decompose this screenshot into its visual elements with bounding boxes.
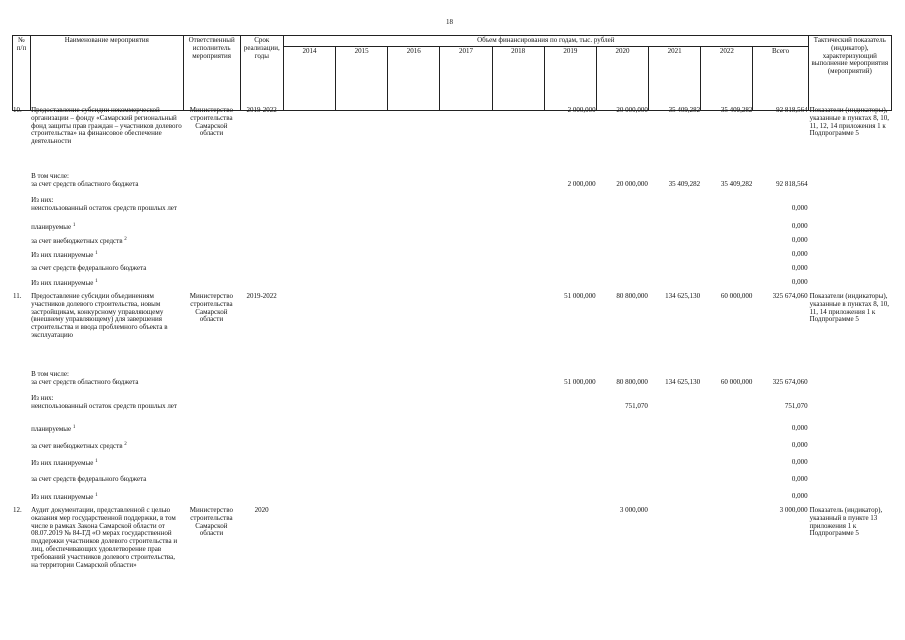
year-value <box>440 293 492 371</box>
table-subrow <box>12 279 892 293</box>
row-name-text: В том числе: за счет средств областного бюджета <box>31 370 139 386</box>
row-responsible: Министерство строительства Самарской области <box>189 292 233 324</box>
year-value <box>440 173 492 197</box>
year-value <box>649 459 701 476</box>
total-value: 751,070 <box>784 402 808 410</box>
row-number-empty <box>12 265 30 279</box>
year-value <box>492 223 544 237</box>
year-value <box>701 197 753 223</box>
page-number: 18 <box>446 18 453 26</box>
row-name-text: планируемые <box>31 425 72 433</box>
year-value <box>283 173 335 197</box>
year-header: 2016 <box>388 46 440 110</box>
year-value <box>335 251 387 265</box>
row-term: 2019-2022 <box>246 292 277 300</box>
year-value <box>283 279 335 293</box>
year-value <box>335 107 387 173</box>
year-value: 134 625,130 <box>665 292 701 300</box>
year-value <box>283 371 335 395</box>
year-value <box>335 223 387 237</box>
year-value <box>597 251 649 265</box>
year-value: 751,070 <box>625 402 648 410</box>
year-value <box>388 173 440 197</box>
year-value <box>701 279 753 293</box>
year-header: 2014 <box>283 46 335 110</box>
year-value <box>440 442 492 459</box>
year-value <box>597 442 649 459</box>
year-value <box>335 265 387 279</box>
row-name <box>30 251 283 265</box>
year-value <box>440 223 492 237</box>
year-value <box>283 493 335 507</box>
table-row <box>12 107 892 173</box>
year-value <box>597 197 649 223</box>
row-number: 11. <box>13 292 22 300</box>
year-value <box>440 237 492 251</box>
year-value <box>649 425 701 442</box>
row-name-text: Из них: неиспользованный остаток средств прошлых лет <box>31 394 177 410</box>
row-name <box>30 476 283 493</box>
year-value <box>388 279 440 293</box>
footnote-mark: 1 <box>95 279 98 284</box>
row-indicator <box>809 371 892 395</box>
year-value <box>649 507 701 607</box>
year-value: 2 000,000 <box>567 180 596 188</box>
year-value <box>649 476 701 493</box>
table-subrow <box>12 223 892 237</box>
table-subrow <box>12 173 892 197</box>
year-value <box>544 507 596 607</box>
footnote-mark: 1 <box>95 459 98 464</box>
year-value <box>283 442 335 459</box>
year-value <box>440 279 492 293</box>
total-value: 92 818,564 <box>776 180 808 188</box>
year-value <box>544 197 596 223</box>
year-value <box>649 493 701 507</box>
row-name <box>30 223 283 237</box>
row-indicator <box>809 251 892 265</box>
year-value <box>492 371 544 395</box>
col-term-header: Срок реализации, годы <box>240 36 283 111</box>
total-value: 0,000 <box>791 236 808 244</box>
year-value <box>388 395 440 425</box>
row-name <box>30 371 283 395</box>
year-value <box>388 265 440 279</box>
row-number-empty <box>12 197 30 223</box>
year-value: 60 000,000 <box>720 292 753 300</box>
table-subrow <box>12 371 892 395</box>
row-name <box>30 425 283 442</box>
year-value: 35 409,282 <box>668 106 701 114</box>
row-number: 10. <box>13 106 22 114</box>
year-value <box>597 493 649 507</box>
year-value <box>440 507 492 607</box>
year-value <box>597 265 649 279</box>
row-number-empty <box>12 493 30 507</box>
year-value <box>388 442 440 459</box>
row-indicator <box>809 459 892 476</box>
total-value: 0,000 <box>791 458 808 466</box>
year-header: 2021 <box>649 46 701 110</box>
year-value <box>492 173 544 197</box>
year-value <box>388 425 440 442</box>
year-value <box>335 493 387 507</box>
year-value <box>335 197 387 223</box>
row-number-empty <box>12 442 30 459</box>
year-value <box>335 173 387 197</box>
table-row <box>12 293 892 371</box>
year-value <box>388 251 440 265</box>
year-value <box>544 265 596 279</box>
year-value <box>388 507 440 607</box>
year-value <box>492 425 544 442</box>
row-name-text: Из них планируемые <box>31 493 94 501</box>
year-value <box>649 279 701 293</box>
row-name <box>30 459 283 476</box>
year-value <box>440 371 492 395</box>
year-value <box>335 442 387 459</box>
row-name <box>30 293 183 371</box>
table-subrow <box>12 493 892 507</box>
year-value <box>440 425 492 442</box>
year-value: 3 000,000 <box>619 506 648 514</box>
year-value <box>388 197 440 223</box>
year-value <box>701 459 753 476</box>
row-name-text: Предоставление субсидии объединениям участников долевого строительства, новым застройщикам, конкурсному управляющему (внешнему управляющему) для завершения строительства и ввода проблемного объекта в эксплуатацию <box>31 292 168 340</box>
year-value: 80 800,000 <box>616 292 648 300</box>
col-name-header: Наименование мероприятия <box>31 36 184 111</box>
row-indicator <box>809 197 892 223</box>
year-value <box>440 476 492 493</box>
year-value <box>335 476 387 493</box>
footnote-mark: 1 <box>95 493 98 498</box>
year-value: 35 409,282 <box>668 180 701 188</box>
year-value: 20 000,000 <box>616 106 648 114</box>
year-value <box>440 251 492 265</box>
year-value <box>492 507 544 607</box>
row-name <box>30 442 283 459</box>
col-responsible-header: Ответственный исполнитель мероприятия <box>183 36 240 111</box>
year-header: 2022 <box>701 46 753 110</box>
row-name <box>30 395 283 425</box>
total-value: 0,000 <box>791 475 808 483</box>
year-header: 2019 <box>544 46 596 110</box>
table-subrow <box>12 237 892 251</box>
row-name <box>30 507 183 607</box>
col-volume-header: Объем финансирования по годам, тыс. рублей <box>283 36 808 47</box>
year-value <box>335 395 387 425</box>
total-value: 0,000 <box>791 250 808 258</box>
row-name <box>30 265 283 279</box>
year-value <box>701 395 753 425</box>
year-value <box>544 442 596 459</box>
year-value <box>335 425 387 442</box>
year-value <box>701 265 753 279</box>
year-value <box>283 265 335 279</box>
total-value: 0,000 <box>791 264 808 272</box>
row-indicator: Показатели (индикаторы), указанные в пунктах 8, 10, 11, 14 приложения 1 к Подпрограмме 5 <box>809 292 889 324</box>
footnote-mark: 2 <box>124 237 127 242</box>
footnote-mark: 1 <box>95 251 98 256</box>
footnote-mark: 1 <box>72 223 76 228</box>
row-name-text: Из них планируемые <box>31 459 94 467</box>
row-name-text: Предоставление субсидии некоммерческой организации – фонду «Самарский региональный фонд защиты прав граждан – участников долевого строительства» на финансовое обеспечение деятельности <box>31 106 182 146</box>
year-value <box>492 197 544 223</box>
year-value <box>597 459 649 476</box>
row-number-empty <box>12 223 30 237</box>
year-value: 60 000,000 <box>720 378 753 386</box>
year-value <box>440 107 492 173</box>
row-indicator <box>809 173 892 197</box>
row-name-text: Аудит документации, представленной с целью оказания мер государственной поддержки, в том числе в рамках Закона Самарской области от 08.07.2019 № 84-ГД «О мерах государственной поддержки участников долевого строительства и лиц, обеспечивающих удовлетворение прав требований участников долевого строительства, на территории Самарской области» <box>31 506 178 569</box>
year-value <box>283 107 335 173</box>
year-value: 35 409,282 <box>720 106 753 114</box>
row-term: 2020 <box>254 506 269 514</box>
year-value <box>544 223 596 237</box>
year-value <box>649 237 701 251</box>
row-indicator <box>809 425 892 442</box>
row-indicator <box>809 265 892 279</box>
row-indicator: Показатель (индикатор), указанный в пункте 13 приложения 1 к Подпрограмме 5 <box>809 506 883 538</box>
year-value <box>440 395 492 425</box>
footnote-mark: 2 <box>124 442 127 447</box>
year-value <box>544 279 596 293</box>
year-value <box>440 493 492 507</box>
year-value <box>335 279 387 293</box>
row-indicator <box>809 223 892 237</box>
total-value: 0,000 <box>791 204 808 212</box>
row-term: 2019-2022 <box>246 106 277 114</box>
year-value <box>544 395 596 425</box>
finance-table-header <box>12 35 892 111</box>
year-value <box>440 265 492 279</box>
year-value <box>649 197 701 223</box>
year-value <box>544 237 596 251</box>
row-number-empty <box>12 237 30 251</box>
year-value <box>492 493 544 507</box>
year-value <box>649 442 701 459</box>
year-value: 35 409,282 <box>720 180 753 188</box>
year-value <box>388 476 440 493</box>
year-value <box>701 251 753 265</box>
row-name-text: за счет средств федерального бюджета <box>31 475 147 483</box>
row-name-text: за счет средств федерального бюджета <box>31 264 147 272</box>
row-indicator: Показатели (индикаторы), указанные в пунктах 8, 10, 11, 12, 14 приложения 1 к Подпрограмме 5 <box>809 106 889 138</box>
year-value <box>492 395 544 425</box>
year-value <box>388 293 440 371</box>
row-number: 12. <box>13 506 22 514</box>
table-subrow <box>12 265 892 279</box>
year-value <box>701 507 753 607</box>
row-indicator <box>809 442 892 459</box>
year-value <box>649 395 701 425</box>
year-value <box>335 507 387 607</box>
year-value <box>492 442 544 459</box>
year-value: 80 800,000 <box>616 378 648 386</box>
year-value: 134 625,130 <box>665 378 701 386</box>
row-name <box>30 107 183 173</box>
year-value <box>283 293 335 371</box>
row-number-empty <box>12 395 30 425</box>
year-value <box>649 265 701 279</box>
row-name <box>30 493 283 507</box>
row-indicator <box>809 493 892 507</box>
row-indicator <box>809 476 892 493</box>
table-subrow <box>12 442 892 459</box>
year-value <box>492 251 544 265</box>
row-name <box>30 173 283 197</box>
row-indicator <box>809 279 892 293</box>
row-indicator <box>809 237 892 251</box>
year-value <box>492 107 544 173</box>
col-indicator-header: Тактический показатель (индикатор), характеризующий выполнение мероприятия (мероприятий) <box>808 36 891 111</box>
year-value <box>283 395 335 425</box>
year-value: 20 000,000 <box>616 180 648 188</box>
row-name-text: за счет внебюджетных средств <box>31 442 123 450</box>
row-name <box>30 279 283 293</box>
year-value <box>701 493 753 507</box>
year-value <box>492 265 544 279</box>
year-value <box>597 476 649 493</box>
year-value <box>388 237 440 251</box>
row-number-empty <box>12 425 30 442</box>
row-name-text: планируемые <box>31 223 72 231</box>
year-header: 2015 <box>336 46 388 110</box>
year-header: 2020 <box>596 46 648 110</box>
row-name-text: за счет внебюджетных средств <box>31 237 123 245</box>
year-value <box>335 237 387 251</box>
row-name <box>30 197 283 223</box>
row-responsible: Министерство строительства Самарской области <box>189 106 233 138</box>
year-value <box>335 371 387 395</box>
row-number-empty <box>12 251 30 265</box>
year-value <box>544 493 596 507</box>
total-value: 3 000,000 <box>779 506 808 514</box>
total-value: 325 674,060 <box>772 292 808 300</box>
year-value: 51 000,000 <box>564 378 596 386</box>
table-subrow <box>12 197 892 223</box>
total-value: 325 674,060 <box>772 378 808 386</box>
year-value <box>649 251 701 265</box>
year-value <box>283 425 335 442</box>
row-name-text: Из них планируемые <box>31 251 94 259</box>
year-value <box>701 442 753 459</box>
year-value <box>283 459 335 476</box>
year-value <box>701 425 753 442</box>
year-value <box>544 251 596 265</box>
row-responsible: Министерство строительства Самарской области <box>189 506 233 538</box>
total-value: 0,000 <box>791 492 808 500</box>
year-value <box>649 223 701 237</box>
year-header: 2018 <box>492 46 544 110</box>
total-header: Всего <box>753 46 808 110</box>
table-row <box>12 507 892 607</box>
footnote-mark: 1 <box>72 425 76 430</box>
total-value: 0,000 <box>791 441 808 449</box>
row-name <box>30 237 283 251</box>
row-number-empty <box>12 279 30 293</box>
row-name-text: Из них: неиспользованный остаток средств прошлых лет <box>31 196 177 212</box>
table-body <box>12 107 892 607</box>
year-value <box>440 459 492 476</box>
year-value <box>388 493 440 507</box>
year-value <box>388 223 440 237</box>
year-value <box>597 223 649 237</box>
year-value <box>492 279 544 293</box>
year-value <box>492 237 544 251</box>
year-value <box>701 223 753 237</box>
year-value <box>544 459 596 476</box>
year-value <box>335 459 387 476</box>
table-subrow <box>12 425 892 442</box>
row-number-empty <box>12 371 30 395</box>
total-value: 0,000 <box>791 278 808 286</box>
year-value <box>388 371 440 395</box>
row-number-empty <box>12 459 30 476</box>
total-value: 0,000 <box>791 222 808 230</box>
table-subrow <box>12 459 892 476</box>
year-value <box>283 476 335 493</box>
year-value <box>283 237 335 251</box>
year-value <box>283 197 335 223</box>
year-value <box>492 293 544 371</box>
total-value: 92 818,564 <box>776 106 808 114</box>
year-value <box>388 459 440 476</box>
table-subrow <box>12 251 892 265</box>
row-name-text: Из них планируемые <box>31 279 94 287</box>
year-value <box>597 237 649 251</box>
year-value <box>388 107 440 173</box>
year-value <box>492 476 544 493</box>
row-number-empty <box>12 173 30 197</box>
year-value <box>597 425 649 442</box>
row-number-empty <box>12 476 30 493</box>
year-value <box>335 293 387 371</box>
year-value <box>701 237 753 251</box>
total-value: 0,000 <box>791 424 808 432</box>
table-subrow <box>12 395 892 425</box>
year-value <box>701 476 753 493</box>
year-value <box>544 425 596 442</box>
year-value: 2 000,000 <box>567 106 596 114</box>
year-value <box>283 251 335 265</box>
col-no-header: № п/п <box>13 36 31 111</box>
year-value: 51 000,000 <box>564 292 596 300</box>
year-value <box>283 223 335 237</box>
row-indicator <box>809 395 892 425</box>
year-value <box>283 507 335 607</box>
year-header: 2017 <box>440 46 492 110</box>
year-value <box>544 476 596 493</box>
year-value <box>492 459 544 476</box>
year-value <box>440 197 492 223</box>
table-subrow <box>12 476 892 493</box>
row-name-text: В том числе: за счет средств областного бюджета <box>31 172 139 188</box>
year-value <box>597 279 649 293</box>
